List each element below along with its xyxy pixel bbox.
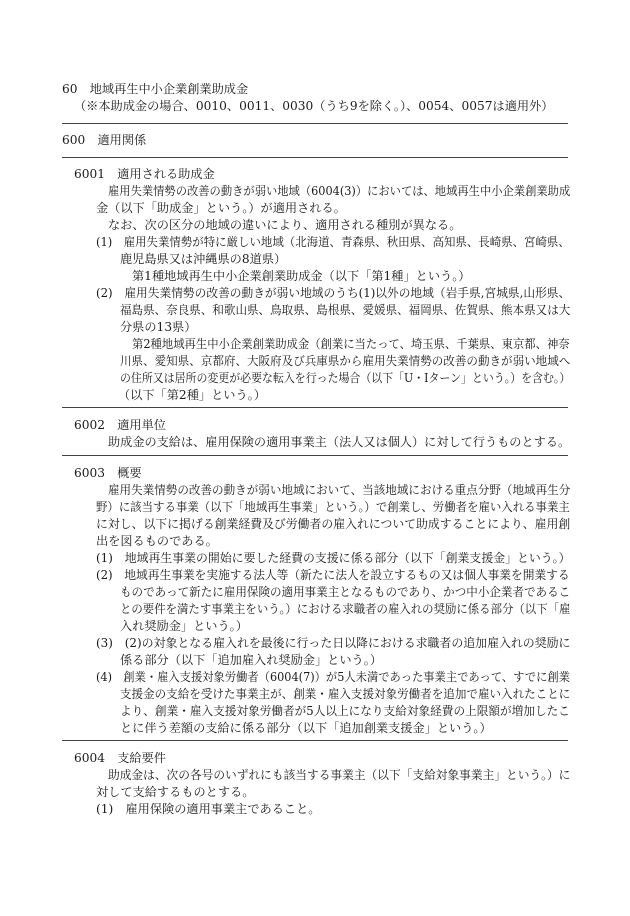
list-item-line: 福島県、奈良県、和歌山県、鳥取県、島根県、愛媛県、福岡県、佐賀県、熊本県又は大: [120, 303, 571, 317]
list-item-line: 川県、愛知県、京都府、大阪府及び兵庫県から雇用失業情勢の改善の動きが弱い地域へ: [120, 354, 571, 368]
paragraph-line: 雇用失業情勢の改善の動きが弱い地域において、当該地域における重点分野（地域再生分: [108, 483, 571, 497]
list-item-line: ものであって新たに雇用保険の適用事業主となるものであり、かつ中小企業者であるこ: [120, 585, 571, 599]
list-item: (1) 雇用保険の適用事業主であること。: [96, 802, 321, 816]
list-item-line: より、創業・雇入支援対象労働者が5人以上になり支給対象経費の上限額が増加したこ: [120, 704, 570, 718]
heading-6003: 6003 概要: [74, 466, 142, 480]
list-item-line: の住所又は居所の変更が必要な転入を行った場合（以下「U・Iターン」という。）を含む。）: [120, 371, 571, 385]
list-item-line: 支援金の支給を受けた事業主が、創業・雇入支援対象労働者を追加で雇い入れたことに: [120, 687, 571, 701]
list-item-line: 入れ奨励金」という。）: [120, 619, 248, 633]
heading-6002: 6002 適用単位: [74, 418, 166, 432]
divider: [62, 157, 568, 158]
list-item: (3) (2)の対象となる雇入れを最後に行った日以降における求職者の追加雇入れの奨励に: [96, 636, 571, 650]
list-item: (4) 創業・雇入支援対象労働者（6004(7)）が5人未満であった事業主であって、すでに創業: [96, 670, 570, 684]
list-item: (2) 地域再生事業を実施する法人等（新たに法人を設立するもの又は個人事業を開業する: [96, 568, 570, 582]
chapter-note: （※本助成金の場合、0010、0011、0030（うち9を除く。）、0054、0057は適用外）: [74, 99, 554, 113]
list-item-line: とに伴う差額の支給に係る部分（以下「追加創業支援金」という。）: [120, 721, 492, 735]
divider: [62, 455, 568, 456]
paragraph-line: 助成金は、次の各号のいずれにも該当する事業主（以下「支給対象事業主」という。）に: [108, 768, 571, 782]
paragraph-line: なお、次の区分の地域の違いにより、適用される種別が異なる。: [108, 218, 462, 232]
list-item-line: 第2種地域再生中小企業創業助成金（創業に当たって、埼玉県、千葉県、東京都、神奈: [132, 337, 570, 351]
list-item-line: 第1種地域再生中小企業創業助成金（以下「第1種」という。）: [132, 269, 471, 283]
divider: [62, 123, 568, 124]
list-item: (1) 地域再生事業の開始に要した経費の支援に係る部分（以下「創業支援金」という。）: [96, 551, 571, 565]
list-item-line: 係る部分（以下「追加雇入れ奨励金」という。）: [120, 653, 383, 667]
paragraph-line: 金（以下「助成金」という。）が適用される。: [96, 201, 346, 215]
heading-6001: 6001 適用される助成金: [74, 167, 215, 181]
chapter-title: 60 地域再生中小企業創業助成金: [62, 82, 249, 96]
heading-6004: 6004 支給要件: [74, 751, 166, 765]
paragraph-line: に対し、以下に掲げる創業経費及び労働者の雇入れについて助成することにより、雇用創: [96, 517, 571, 531]
paragraph-line: 野）に該当する事業（以下「地域再生事業」という。）で創業し、労働者を雇い入れる事業主: [96, 500, 570, 514]
list-item: (1) 雇用失業情勢が特に厳しい地域（北海道、青森県、秋田県、高知県、長崎県、宮崎県、: [96, 235, 570, 249]
paragraph-line: 出を図るものである。: [96, 534, 218, 548]
list-item-line: 分県の13県）: [120, 320, 197, 334]
paragraph-line: 対して支給するものとする。: [96, 785, 255, 799]
divider: [62, 407, 568, 408]
paragraph-line: 雇用失業情勢の改善の動きが弱い地域（6004(3)）においては、地域再生中小企業創業助成: [108, 184, 571, 198]
section-heading-600: 600 適用関係: [62, 133, 147, 147]
list-item-line: （以下「第2種」という。）: [118, 388, 266, 402]
list-item-line: 鹿児島県又は沖縄県の8道県）: [120, 252, 287, 266]
list-item: (2) 雇用失業情勢の改善の動きが弱い地域のうち(1)以外の地域（岩手県,宮城県,山形県、: [96, 286, 571, 300]
divider: [62, 740, 568, 741]
list-item-line: との要件を満たす事業主をいう。）における求職者の雇入れの奨励に係る部分（以下「雇: [120, 602, 571, 616]
paragraph-line: 助成金の支給は、雇用保険の適用事業主（法人又は個人）に対して行うものとする。: [108, 435, 571, 449]
